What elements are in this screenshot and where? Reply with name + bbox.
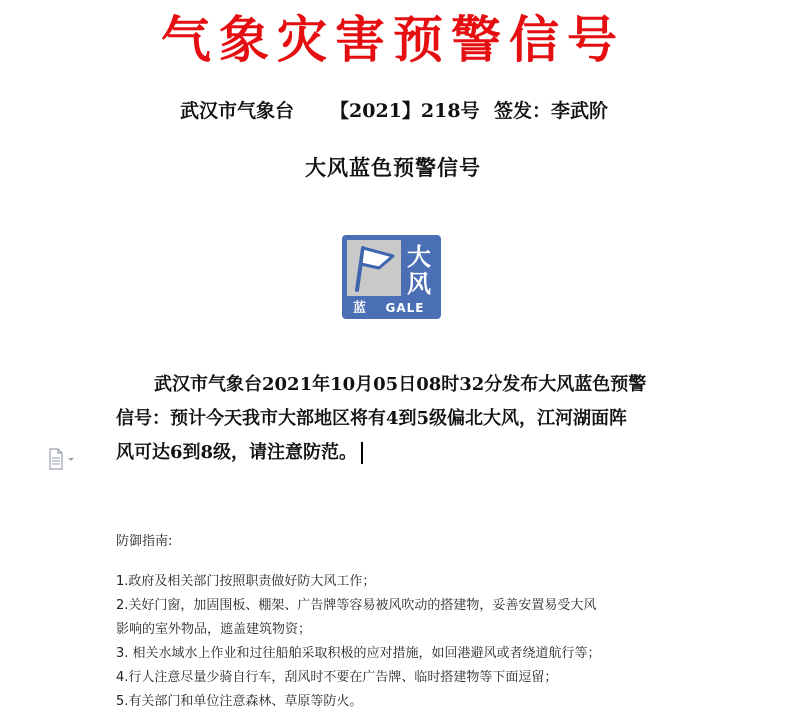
signal-english: GALE (385, 301, 425, 315)
signal-level-char: 蓝 (352, 301, 367, 316)
document-meta (0, 96, 786, 124)
guide-item: 5.有关部门和单位注意森林、草原等防火。 (116, 694, 363, 709)
signal-char-bottom: 风 (407, 270, 431, 298)
agency-name: 武汉市气象台 (180, 100, 295, 122)
warning-body[interactable] (116, 368, 676, 470)
text-cursor (361, 442, 363, 464)
defense-guide (116, 530, 676, 714)
body-line-1: 武汉市气象台2021年10月05日08时32分发布大风蓝色预警 (154, 374, 647, 395)
guide-item: 2.关好门窗，加固围板、棚架、广告牌等容易被风吹动的搭建物，妥善安置易受大风 (116, 598, 597, 613)
guide-item: 影响的室外物品，遮盖建筑物资； (116, 622, 312, 637)
guide-item: 3. 相关水域水上作业和过往船舶采取积极的应对措施，如回港避风或者绕道航行等； (116, 646, 601, 661)
signal-char-top: 大 (407, 243, 431, 271)
warning-subtitle: 大风蓝色预警信号 (305, 155, 481, 180)
signer: 签发：李武阶 (494, 100, 609, 122)
guide-item: 4.行人注意尽量少骑自行车，刮风时不要在广告牌、临时搭建物等下面逗留； (116, 670, 558, 685)
document-number: 【2021】218号 (330, 100, 480, 122)
body-line-2: 信号：预计今天我市大部地区将有4到5级偏北大风，江河湖面阵 (116, 408, 628, 429)
guide-list (116, 570, 676, 714)
document-icon[interactable] (48, 448, 78, 470)
chevron-down-icon (68, 458, 74, 461)
document-title: 气象灾害预警信号 (161, 10, 625, 69)
guide-item: 1.政府及相关部门按照职责做好防大风工作； (116, 574, 376, 589)
guide-heading: 防御指南: (116, 534, 173, 549)
body-line-3: 风可达6到8级，请注意防范。 (116, 436, 676, 470)
gale-blue-warning-icon (341, 234, 442, 320)
